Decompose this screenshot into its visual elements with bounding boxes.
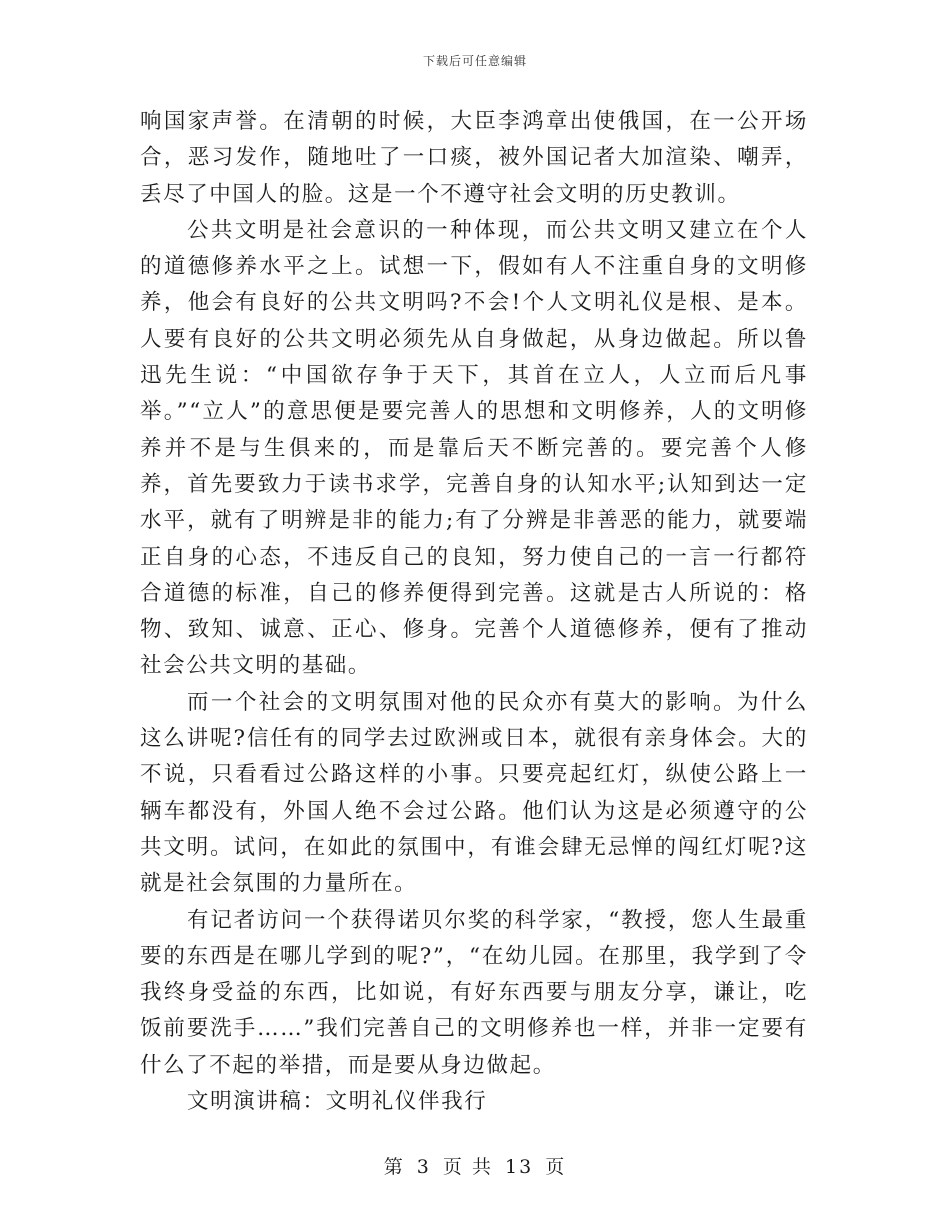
document-body	[140, 104, 808, 1120]
paragraph-4: 有记者访问一个获得诺贝尔奖的科学家，“教授，您人生最重要的东西是在哪儿学到的呢?”，“在幼儿园。在那里，我学到了令我终身受益的东西，比如说，有好东西要与朋友分享，谦让，吃饭前要洗手……”我们完善自己的文明修养也一样，并非一定要有什么了不起的举措，而是要从身边做起。	[140, 907, 808, 1078]
paragraph-1: 响国家声誉。在清朝的时候，大臣李鸿章出使俄国，在一公开场合，恶习发作，随地吐了一口痰，被外国记者大加渲染、嘲弄，丢尽了中国人的脸。这是一个不遵守社会文明的历史教训。	[140, 109, 808, 207]
section-title: 文明演讲稿：文明礼仪伴我行	[187, 1089, 488, 1115]
footer-page-number: 3	[416, 1156, 431, 1178]
footer-total-pages: 13	[505, 1156, 534, 1178]
paragraph-2: 公共文明是社会意识的一种体现，而公共文明又建立在个人的道德修养水平之上。试想一下，假如有人不注重自身的文明修养，他会有良好的公共文明吗?不会!个人文明礼仪是根、是本。人要有良好的公共文明必须先从自身做起，从身边做起。所以鲁迅先生说：“中国欲存争于天下，其首在立人，人立而后凡事举。”“立人”的意思便是要完善人的思想和文明修养，人的文明修养并不是与生俱来的，而是靠后天不断完善的。要完善个人修养，首先要致力于读书求学，完善自身的认知水平;认知到达一定水平，就有了明辨是非的能力;有了分辨是非善恶的能力，就要端正自身的心态，不违反自己的良知，努力使自己的一言一行都符合道德的标准，自己的修养便得到完善。这就是古人所说的：格物、致知、诚意、正心、修身。完善个人道德修养，便有了推动社会公共文明的基础。	[140, 217, 808, 679]
page-footer	[0, 1152, 950, 1179]
paragraph-3: 而一个社会的文明氛围对他的民众亦有莫大的影响。为什么这么讲呢?信任有的同学去过欧洲或日本，就很有亲身体会。大的不说，只看看过公路这样的小事。只要亮起红灯，纵使公路上一辆车都没有，外国人绝不会过公路。他们认为这是必须遵守的公共文明。试问，在如此的氛围中，有谁会肆无忌惮的闯红灯呢?这就是社会氛围的力量所在。	[140, 689, 808, 897]
footer-prefix: 第	[383, 1156, 405, 1178]
footer-middle: 页 共	[442, 1156, 493, 1178]
page-header: 下载后可任意编辑	[422, 54, 527, 68]
footer-suffix: 页	[545, 1156, 567, 1178]
